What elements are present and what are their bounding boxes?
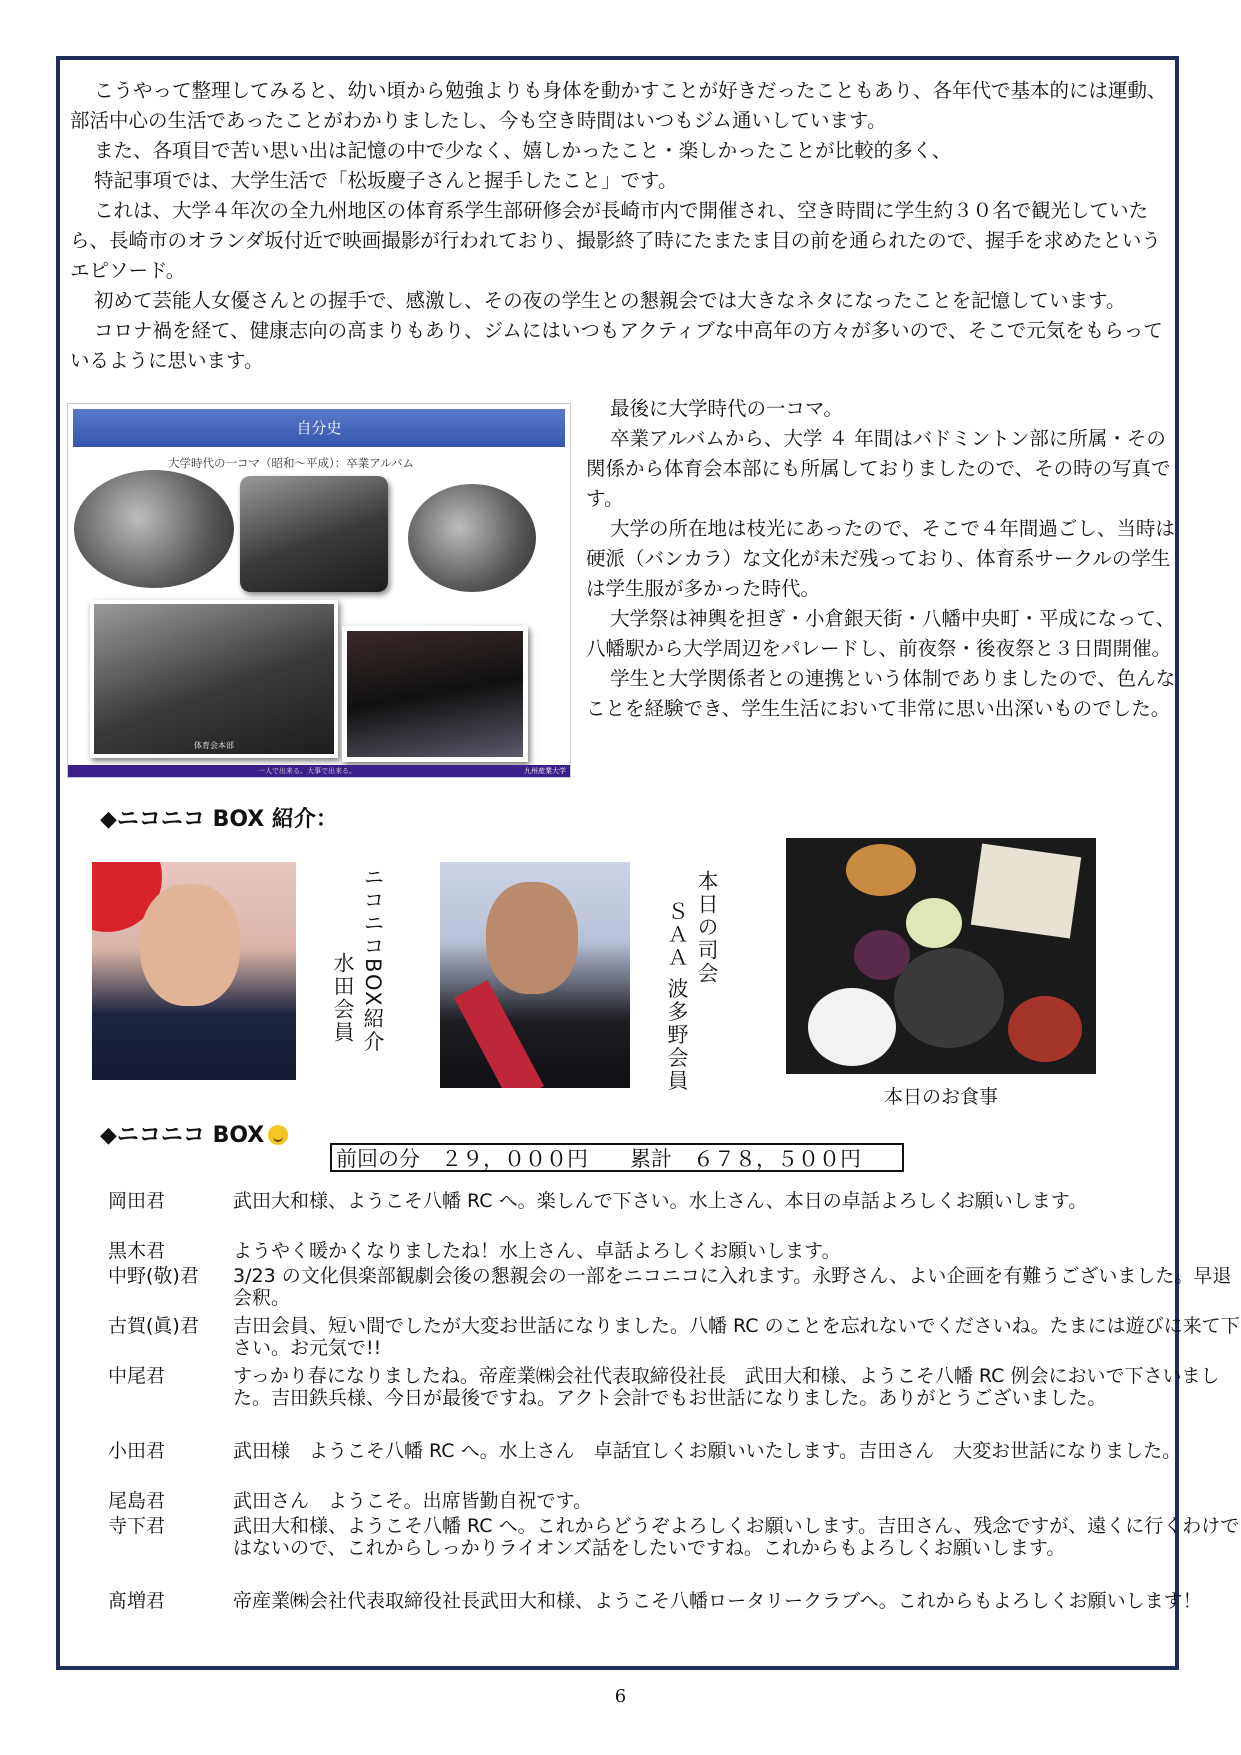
meal-photo xyxy=(786,838,1096,1074)
face-shape xyxy=(486,882,578,994)
college-paragraph: 卒業アルバムから、大学 ４ 年間はバドミントン部に所属・その関係から体育会本部にも所属しておりましたので、その時の写真です。 xyxy=(586,427,1171,510)
album-photo-3 xyxy=(408,484,536,592)
intro-paragraph: また、各項目で苦い思い出は記憶の中で少なく、嬉しかったこと・楽しかったことが比較的多く、 xyxy=(94,139,952,162)
hatano-photo xyxy=(440,862,630,1088)
member-message: 帝産業㈱会社代表取締役社長武田大和様、ようこそ八幡ロータリークラブへ。これからもよろしくお願いします！ xyxy=(233,1590,1202,1612)
hatano-saa: ＳＡＡ 波多野会員 xyxy=(665,900,689,1093)
college-text xyxy=(586,394,1176,724)
dish xyxy=(971,843,1081,938)
message-row xyxy=(108,1315,1240,1365)
face-shape xyxy=(140,884,240,1006)
saa-sash xyxy=(454,980,544,1088)
intro-paragraph: 特記事項では、大学生活で「松坂慶子さんと握手したこと」です。 xyxy=(94,169,678,192)
mizuta-role: ニコニコBOX紹介 xyxy=(361,866,385,1054)
member-name: 中野(敬)君 xyxy=(108,1265,199,1287)
college-paragraph: 学生と大学関係者との連携という体制でありましたので、色んなことを経験でき、学生生活において非常に思い出深いものでした。 xyxy=(586,667,1176,720)
slide-footer-motto: 一人で出来る。大事で出来る。 xyxy=(258,767,356,775)
member-message: 武田様 ようこそ八幡 RC へ。水上さん 卓話宜しくお願いいたします。吉田さん 大変お世話になりました。 xyxy=(233,1440,1182,1462)
dish xyxy=(894,948,1004,1048)
photo-caption: 体育会本部 xyxy=(194,741,234,750)
message-row xyxy=(108,1365,1220,1440)
intro-paragraph: 初めて芸能人女優さんとの握手で、感激し、その夜の学生との懇親会では大きなネタになったことを記憶しています。 xyxy=(94,289,1126,312)
niko-intro-title: ◆ニコニコ BOX 紹介： xyxy=(100,807,338,832)
smile-icon xyxy=(268,1125,288,1145)
college-paragraph: 大学の所在地は枝光にあったので、そこで４年間過ごし、当時は硬派（バンカラ）な文化が未だ残っており、体育系サークルの学生は学生服が多かった時代。 xyxy=(586,517,1175,600)
hatano-role: 本日の司会 xyxy=(695,870,719,985)
member-name: 小田君 xyxy=(108,1440,166,1462)
member-name: 中尾君 xyxy=(108,1365,166,1387)
message-row xyxy=(108,1515,1240,1590)
intro-text xyxy=(70,76,1170,376)
member-message: すっかり春になりましたね。帝産業㈱会社代表取締役社長 武田大和様、ようこそ八幡 RC 例会においで下さいました。吉田鉄兵様、今日が最後ですね。アクト会計でもお世話になりました。ありがとうございました。 xyxy=(233,1365,1220,1409)
message-row xyxy=(108,1265,1232,1315)
member-message: 武田大和様、ようこそ八幡 RC へ。楽しんで下さい。水上さん、本日の卓話よろしくお願いします。 xyxy=(233,1190,1088,1212)
member-message: 武田大和様、ようこそ八幡 RC へ。これからどうぞよろしくお願いします。吉田さん、残念ですが、遠くに行くわけではないので、これからしっかりライオンズ話をしたいですね。これからもよろしくお願いします。 xyxy=(233,1515,1240,1559)
slide-footer-logo: 九州産業大学 xyxy=(524,767,566,775)
college-paragraph: 大学祭は神輿を担ぎ・小倉銀天街・八幡中央町・平成になって、八幡駅から大学周辺をパレードし、前夜祭・後夜祭と３日間開催。 xyxy=(586,607,1176,660)
member-message: 3/23 の文化倶楽部観劇会後の懇親会の一部をニコニコに入れます。永野さん、よい企画を有難うございました。早退会釈。 xyxy=(233,1265,1232,1309)
slide-footer xyxy=(68,765,570,777)
rice-bowl xyxy=(808,988,896,1066)
intro-paragraph: これは、大学４年次の全九州地区の体育系学生部研修会が長崎市内で開催され、空き時間に学生約３０名で観光していたら、長崎市のオランダ坂付近で映画撮影が行われており、撮影終了時にたまたま目の前を通られたので、握手を求めたというエピソード。 xyxy=(70,199,1161,282)
page-number: 6 xyxy=(614,1686,627,1707)
meal-caption: 本日のお食事 xyxy=(884,1086,999,1108)
message-row xyxy=(108,1440,1182,1490)
slide-header: 自分史 xyxy=(73,409,565,447)
mizuta-photo xyxy=(92,862,296,1080)
message-row xyxy=(108,1490,1138,1515)
niko-box-title-text: ◆ニコニコ BOX xyxy=(100,1123,265,1148)
member-name: 髙増君 xyxy=(108,1590,166,1612)
album-photo-4 xyxy=(90,600,338,758)
member-name: 黒木君 xyxy=(108,1240,166,1262)
member-message: 武田さん ようこそ。出席皆勤自祝です。 xyxy=(233,1490,593,1512)
dish xyxy=(906,898,962,948)
album-photo-2 xyxy=(240,476,388,592)
member-message: ようやく暖かくなりましたね！水上さん、卓話よろしくお願いします。 xyxy=(233,1240,841,1262)
niko-box-title xyxy=(100,1118,288,1149)
soup-bowl xyxy=(1008,996,1082,1062)
totals-box: 前回の分 ２９，０００円 累計 ６７８，５００円 xyxy=(330,1143,904,1172)
member-message: 吉田会員、短い間でしたが大変お世話になりました。八幡 RC のことを忘れないでくださいね。たまには遊びに来て下さい。お元気で!! xyxy=(233,1315,1240,1359)
album-photo-5 xyxy=(342,626,528,762)
member-name: 寺下君 xyxy=(108,1515,166,1537)
member-name: 岡田君 xyxy=(108,1190,166,1212)
slide-subtitle: 大学時代の一コマ（昭和〜平成）：卒業アルバム xyxy=(168,456,414,470)
message-row xyxy=(108,1190,1138,1240)
member-name: 尾島君 xyxy=(108,1490,166,1512)
intro-paragraph: こうやって整理してみると、幼い頃から勉強よりも身体を動かすことが好きだったこともあり、各年代で基本的には運動、部活中心の生活であったことがわかりましたし、今も空き時間はいつもジム通いしています。 xyxy=(70,79,1167,132)
dish xyxy=(846,844,916,896)
album-photo-1 xyxy=(74,470,234,588)
message-row xyxy=(108,1240,1138,1265)
member-name: 古賀(眞)君 xyxy=(108,1315,199,1337)
intro-paragraph: コロナ禍を経て、健康志向の高まりもあり、ジムにはいつもアクティブな中高年の方々が多いので、そこで元気をもらっているように思います。 xyxy=(70,319,1163,372)
mizuta-name: 水田会員 xyxy=(331,952,355,1044)
college-paragraph: 最後に大学時代の一コマ。 xyxy=(610,397,843,420)
message-row xyxy=(108,1590,1202,1640)
album-slide xyxy=(67,403,571,778)
